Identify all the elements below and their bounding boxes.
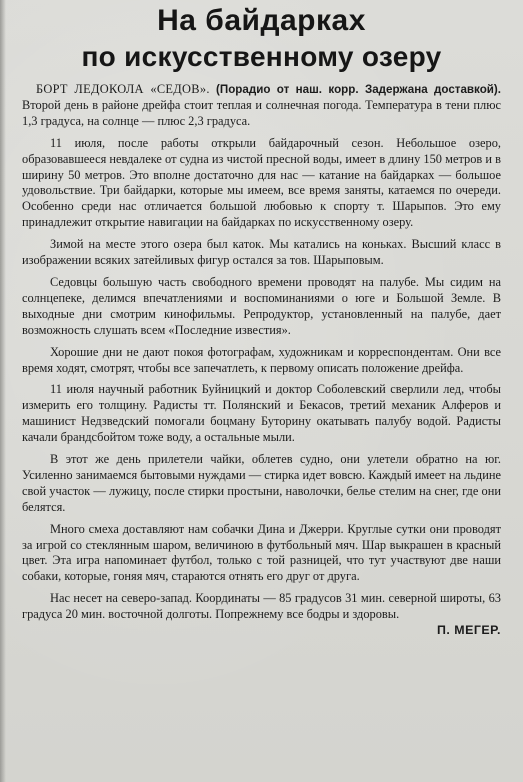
paragraph-4: Седовцы большую часть свободного времени проводят на палубе. Мы сидим на солнцепеке, делимся впечатлениями и воспоминаниями о юге и Большой Земле. В выходные дни смотрим кинофильмы. Репродуктор, установленный на палубе, дает возможность слушать всем «Последние известия». bbox=[22, 274, 501, 337]
page-edge-shadow bbox=[0, 0, 6, 782]
paragraph-2: 11 июля, после работы открыли байдарочный сезон. Небольшое озеро, образовавшееся невдалеке от судна из чистой пресной воды, имеет в длину 150 метров и в ширину 50 метров. Это вполне достаточно для нас — катание на байдарках — большое удовольствие. Три байдарки, которые мы имеем, все время заняты, катаемся по очереди. Особенно среди нас отличается большой любовью к спорту т. Шарыпов. Это ему принадлежит открытие навигации на байдарках по искусственному озеру. bbox=[22, 135, 501, 230]
paragraph-3: Зимой на месте этого озера был каток. Мы катались на коньках. Высший класс в изображении всяких затейливых фигур остался за тов. Шарыповым. bbox=[22, 237, 501, 268]
paragraph-1 bbox=[22, 82, 501, 130]
article-title bbox=[22, 4, 501, 74]
paragraph-1-text: Второй день в районе дрейфа стоит теплая и солнечная погода. Температура в тени плюс 1,3 градуса, на солнце — плюс 2,3 градуса. bbox=[22, 97, 501, 128]
dateline: БОРТ ЛЕДОКОЛА «СЕДОВ». bbox=[36, 82, 210, 96]
article-title-line2: по искусственному озеру bbox=[81, 41, 442, 72]
article-title-line1: На байдарках bbox=[157, 4, 366, 37]
article-body bbox=[22, 82, 501, 639]
paragraph-9-text: Нас несет на северо-запад. Координаты — 85 градусов 31 мин. северной широты, 63 градуса 20 мин. восточной долготы. Попрежнему все бодры и здоровы. bbox=[22, 591, 501, 622]
paragraph-6: 11 июля научный работник Буйницкий и доктор Соболевский сверлили лед, чтобы измерить его толщину. Радисты тт. Полянский и Бекасов, третий механик Алферов и машинист Недзведский помогали боцману Буторину окатывать палубу водой. Радисты качали брандсбойтом тоже воду, а остальные мыли. bbox=[22, 382, 501, 445]
paragraph-8: Много смеха доставляют нам собачки Дина и Джерри. Круглые сутки они проводят за игрой со стеклянным шаром, величиною в футбольный мяч. Шар выкрашен в красный цвет. Эта игра напоминает футбол, только с той разницей, что тут участвуют две наши собаки, которые, гоняя мяч, стараются отнять его друг от друга. bbox=[22, 521, 501, 584]
source-note: (Порадио от наш. корр. Задержана доставкой). bbox=[216, 83, 501, 96]
author-signature: П. МЕГЕР. bbox=[436, 623, 501, 638]
paragraph-5: Хорошие дни не дают покоя фотографам, художникам и корреспондентам. Они все время ходят, смотрят, чтобы все запечатлеть, к первому описать положение дрейфа. bbox=[22, 344, 501, 375]
paragraph-7: В этот же день прилетели чайки, облетев судно, они улетели обратно на юг. Усиленно занимаемся бытовыми нуждами — стирка идет вовсю. Каждый имеет на льдине свой участок — лужицу, после стирки простыни, наволочки, белье стелим на снег, где они белятся. bbox=[22, 452, 501, 514]
paragraph-9 bbox=[22, 591, 501, 638]
